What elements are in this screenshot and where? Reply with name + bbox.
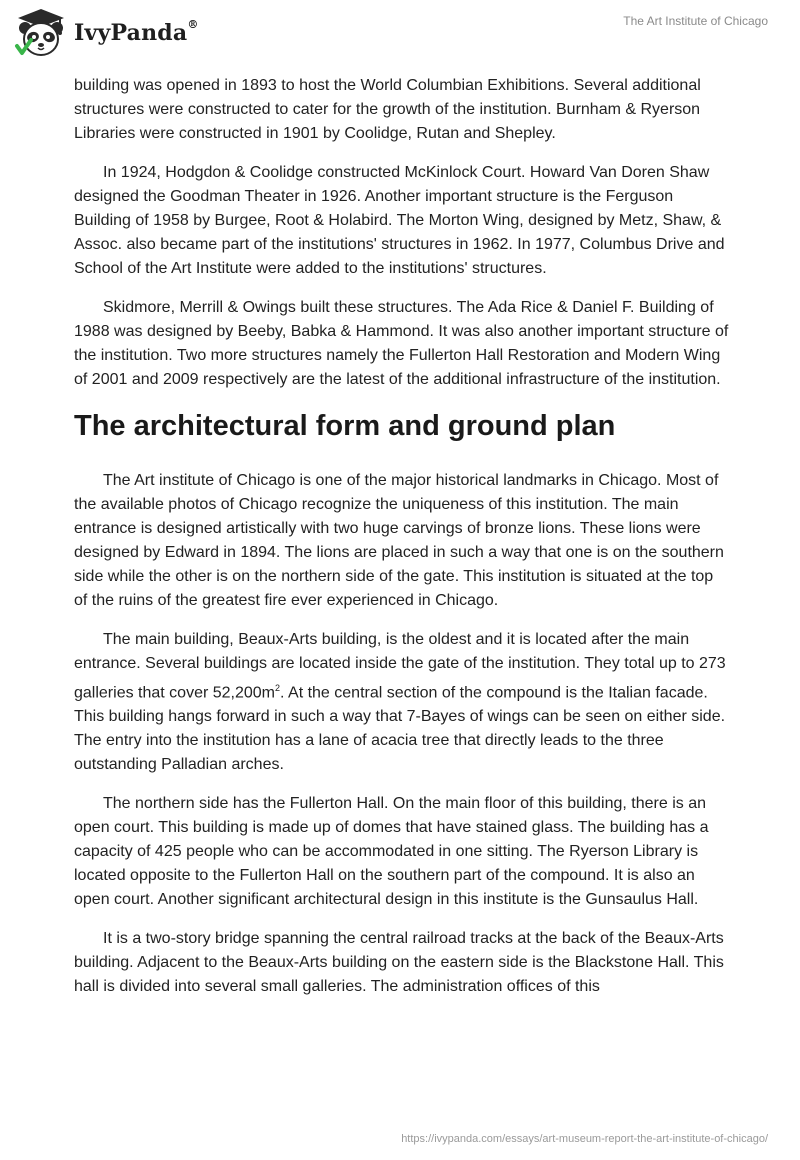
essay-content — [74, 74, 730, 1014]
essay-paragraph: building was opened in 1893 to host the World Columbian Exhibitions. Several additional structures were constructed to cater for the growth of the institution. Burnham & Ryerson Libraries were constructed in 1901 by Coolidge, Rutan and Shepley. — [74, 77, 701, 142]
essay-paragraph: The northern side has the Fullerton Hall. On the main floor of this building, there is an open court. This building is made up of domes that have stained glass. The building has a capacity of 425 people who can be accommodated in one sitting. The Ryerson Library is located opposite to the Fullerton Hall on the southern part of the compound. It is also an open court. Another significant architectural design in this institute is the Gunsaulus Hall. — [74, 795, 709, 909]
document-title: The Art Institute of Chicago — [623, 14, 768, 28]
brand-name-text: IvyPanda — [74, 20, 188, 46]
essay-paragraph: In 1924, Hodgdon & Coolidge constructed McKinlock Court. Howard Van Doren Shaw designed the Goodman Theater in 1926. Another important structure is the Ferguson Building of 1958 by Burgee, Root & Holabird. The Morton Wing, designed by Metz, Shaw, & Assoc. also became part of the institutions' structures in 1962. In 1977, Columbus Drive and School of the Art Institute were added to the institutions' structures. — [74, 164, 725, 277]
panda-graduate-icon — [14, 6, 68, 60]
source-url[interactable]: https://ivypanda.com/essays/art-museum-report-the-art-institute-of-chicago/ — [401, 1133, 768, 1145]
superscript: 2 — [275, 683, 281, 693]
paragraph-text-part: The main building, Beaux-Arts building, is the oldest and it is located after the main entrance. Several buildings are located inside the gate of the institution. They total up to 273 galleries that cover 52,200m — [74, 631, 726, 702]
section-heading: The architectural form and ground plan — [74, 410, 616, 442]
registered-mark: ® — [187, 17, 199, 31]
essay-paragraph: Skidmore, Merrill & Owings built these structures. The Ada Rice & Daniel F. Building of 1988 was designed by Beeby, Babka & Hammond. It was also another important structure of the institution. Two more structures namely the Fullerton Hall Restoration and Modern Wing of 2001 and 2009 respectively are the latest of the additional infrastructure of the institution. — [74, 299, 729, 388]
paragraph-text-part: . At the central section of the compound is the Italian facade. This building hangs forward in such a way that 7-Bayes of wings can be seen on either side. The entry into the institution has a lane of acacia tree that directly leads to the three outstanding Palladian arches. — [74, 684, 726, 774]
essay-paragraph — [74, 628, 730, 777]
brand-name — [74, 17, 199, 46]
page-header — [0, 0, 800, 70]
essay-paragraph: The Art institute of Chicago is one of the major historical landmarks in Chicago. Most of the available photos of Chicago recognize the uniqueness of this institution. The main entrance is designed artistically with two huge carvings of bronze lions. These lions were designed by Edward in 1894. The lions are placed in such a way that one is on the southern side while the other is on the northern side of the gate. This institution is situated at the top of the ruins of the greatest fire ever experienced in Chicago. — [74, 472, 724, 609]
essay-paragraph: It is a two-story bridge spanning the central railroad tracks at the back of the Beaux-Arts building. Adjacent to the Beaux-Arts building on the eastern side is the Blackstone Hall. This hall is divided into several small galleries. The administration offices of this — [74, 930, 724, 996]
brand-logo[interactable] — [14, 6, 199, 60]
